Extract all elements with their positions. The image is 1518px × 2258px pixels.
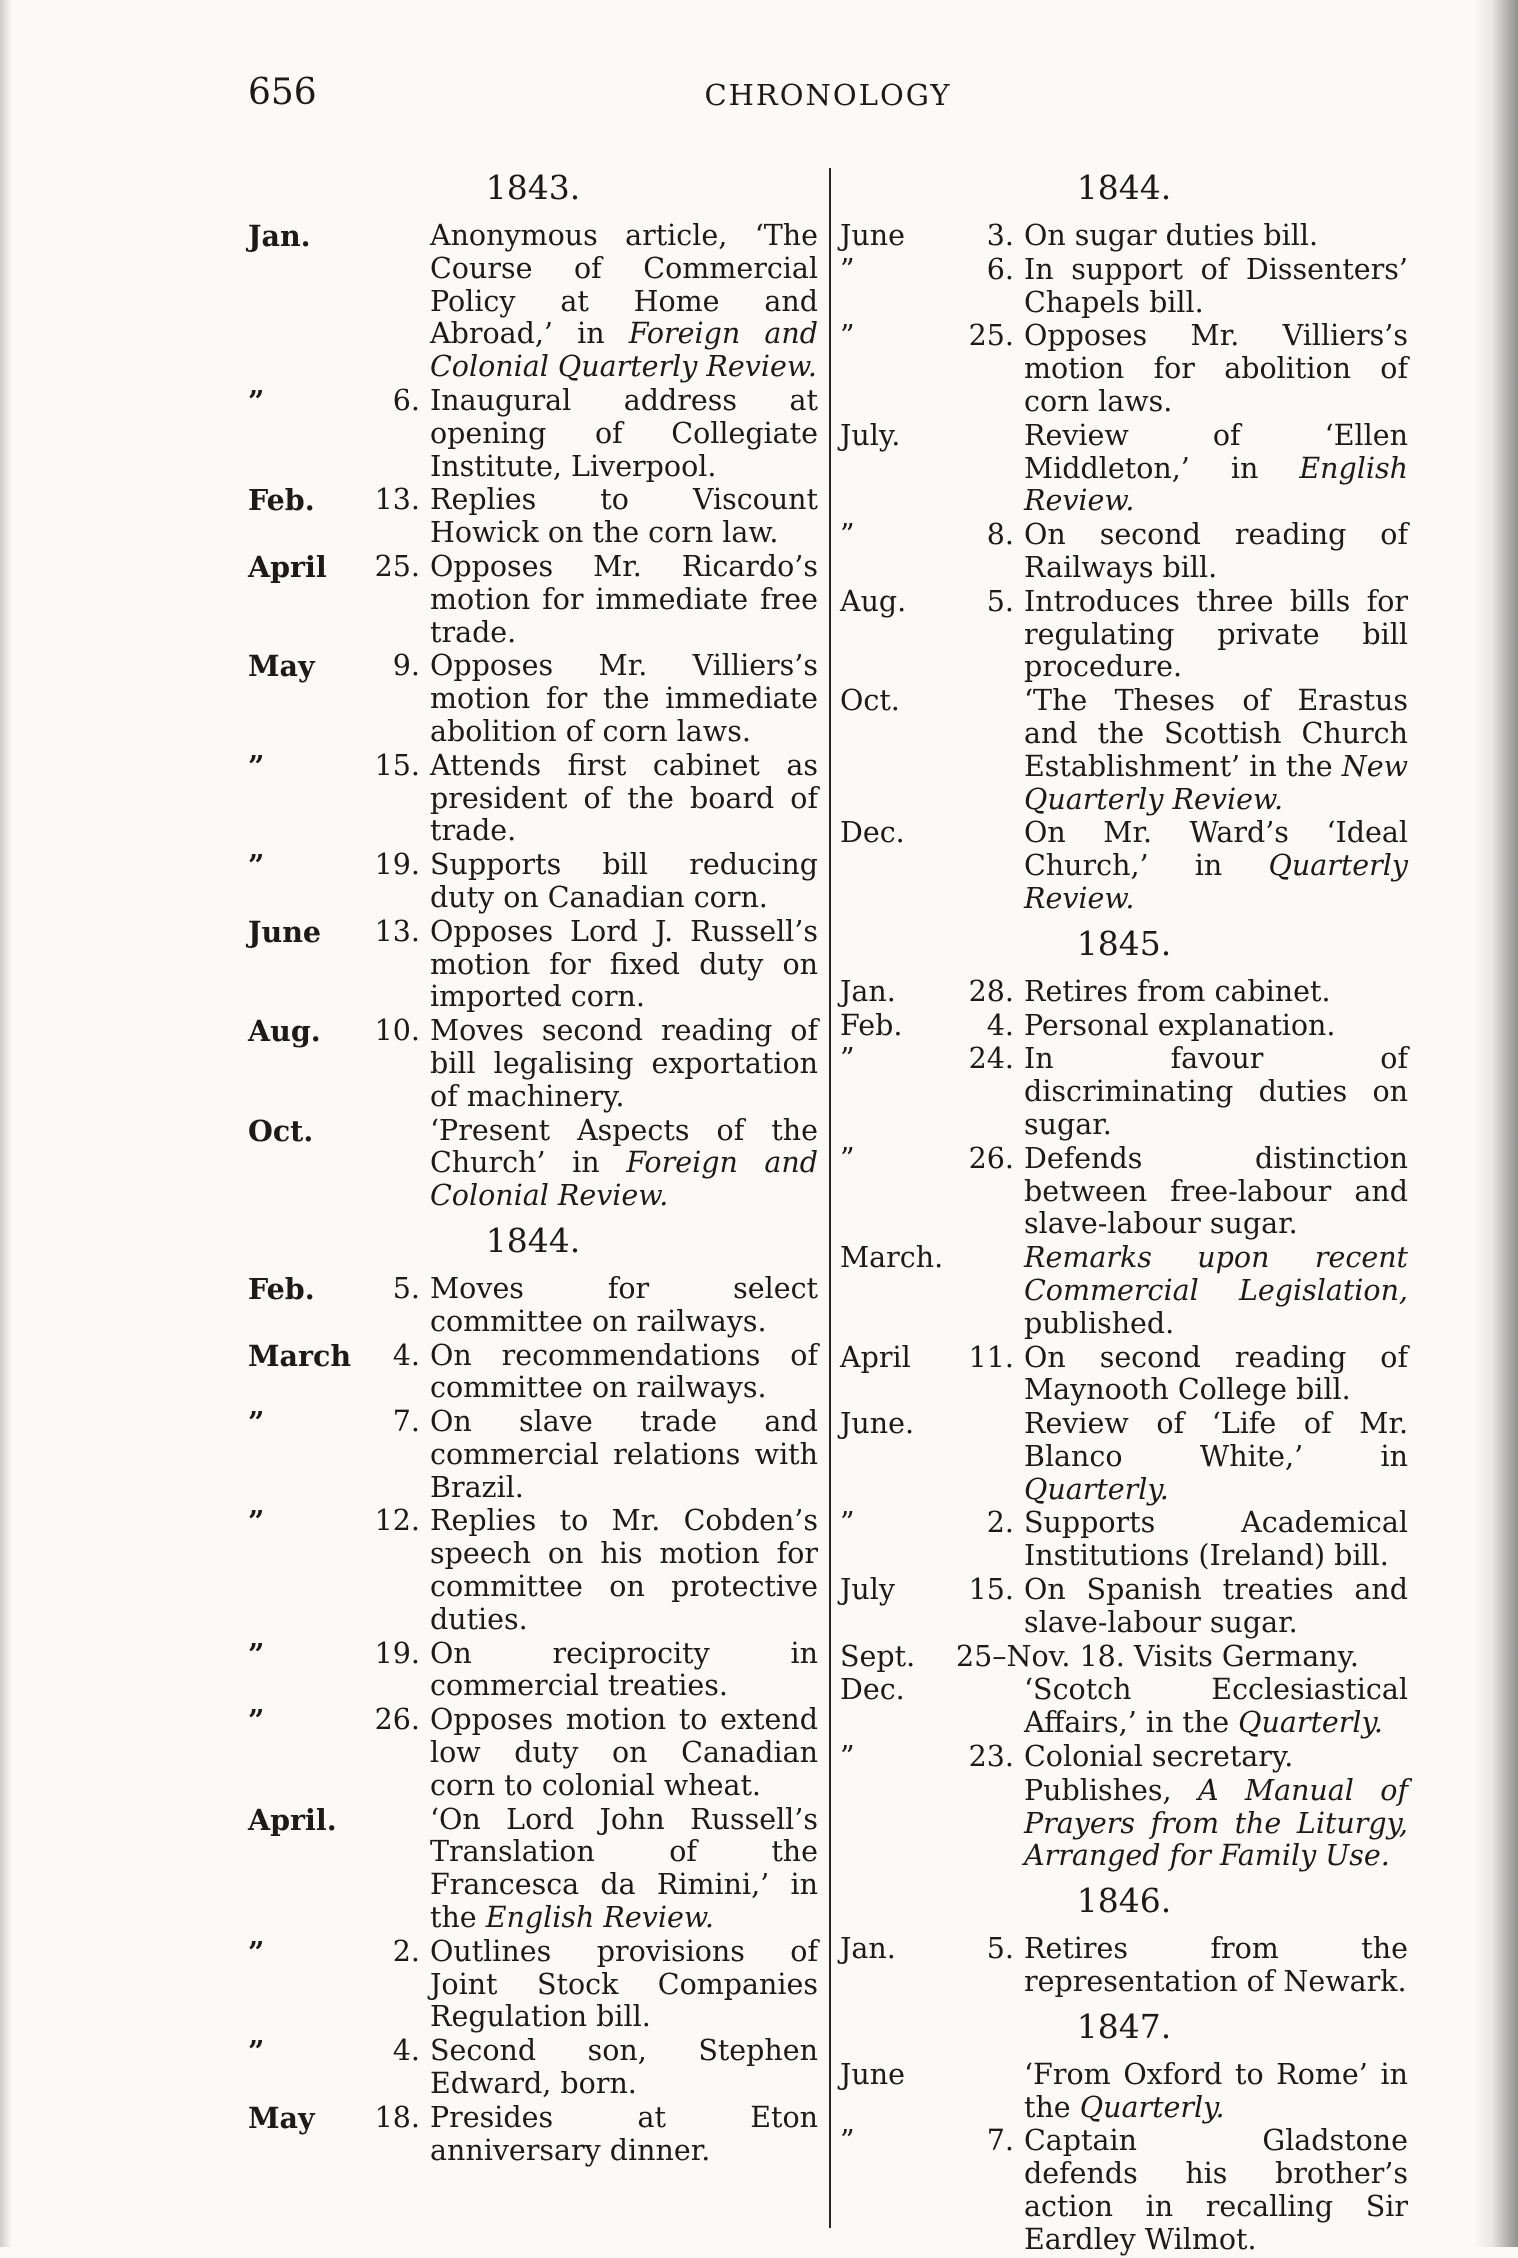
- entry-text: [1024, 220, 1408, 253]
- entry-text: [430, 1340, 818, 1406]
- chronology-entry: [248, 1340, 818, 1406]
- chronology-entry: [840, 420, 1408, 518]
- chronology-entry: [248, 1273, 818, 1339]
- entry-text-part: Opposes Mr. Villiers’s motion for the immediate abolition of corn laws.: [430, 649, 818, 748]
- entry-text: [430, 551, 818, 649]
- entry-month: Dec.: [840, 1673, 905, 1707]
- entry-text-part: Outlines provisions of Joint Stock Companies Regulation bill.: [430, 1934, 818, 2034]
- entry-text-part: On recommendations of committee on railways.: [430, 1338, 818, 1405]
- entry-text: [1024, 1242, 1408, 1340]
- entry-text: [430, 220, 818, 384]
- entry-text-part: ‘Scotch Ecclesiastical Affairs,’ in the: [1024, 1673, 1408, 1740]
- entry-month: ”: [840, 319, 855, 353]
- entry-day: 18.: [374, 2100, 420, 2134]
- entry-day: 19.: [374, 1636, 420, 1670]
- italic-title: New Quarterly Review.: [1024, 749, 1408, 816]
- entry-text: [430, 1804, 818, 1935]
- page-binding-shadow: [1474, 0, 1518, 2247]
- italic-title: Remarks upon recent Commercial Legislation,: [1024, 1241, 1408, 1307]
- entry-text-part: Moves second reading of bill legalising exportation of machinery.: [430, 1014, 818, 1113]
- entry-text-part: Inaugural address at opening of Collegiate Institute, Liverpool.: [430, 383, 818, 483]
- entry-day: 25.: [374, 549, 420, 583]
- entry-text: [1024, 1408, 1408, 1506]
- chronology-entry: [248, 1115, 818, 1213]
- chronology-entry: [840, 220, 1408, 253]
- entry-text-part: Supports Academical Institutions (Ireland) bill.: [1024, 1506, 1408, 1573]
- italic-title: Quarterly Review.: [1024, 849, 1408, 915]
- entry-day: 5.: [986, 584, 1014, 618]
- entry-day: 13.: [374, 483, 420, 517]
- entry-text-part: Opposes Mr. Ricardo’s motion for immediate free trade.: [430, 549, 818, 649]
- chronology-entry: [248, 750, 818, 848]
- chronology-entry: [248, 1704, 818, 1802]
- chronology-entry: [840, 2059, 1408, 2125]
- italic-title: English Review.: [1024, 451, 1408, 518]
- entry-text-part: On Spanish treaties and slave-labour sugar.: [1024, 1573, 1408, 1639]
- entry-day: 15.: [374, 748, 420, 782]
- entry-text: [1024, 254, 1408, 320]
- entry-text: [1024, 1933, 1408, 1999]
- entry-text: [430, 1505, 818, 1636]
- chronology-entry: [840, 685, 1408, 816]
- entry-text-part: Review of ‘Life of Mr. Blanco White,’ in: [1024, 1407, 1408, 1473]
- entry-text-part: Attends first cabinet as president of the board of trade.: [430, 748, 818, 848]
- year-heading: 1846.: [1076, 1881, 1172, 1921]
- entry-month: Oct.: [248, 1113, 314, 1148]
- entry-text-part: On sugar duties bill.: [1024, 219, 1319, 252]
- entry-text-part: In support of Dissenters’ Chapels bill.: [1024, 252, 1408, 319]
- entry-month: Jan.: [840, 974, 896, 1008]
- entry-month: ”: [840, 2124, 855, 2158]
- entry-month: May: [248, 2100, 315, 2135]
- entry-text: [430, 385, 818, 483]
- year-heading: 1844.: [1076, 168, 1172, 207]
- chronology-entry: [840, 1674, 1408, 1740]
- entry-day: [956, 1775, 1014, 1873]
- entry-text-part: Moves for select committee on railways.: [430, 1271, 818, 1338]
- entry-text: [1024, 320, 1408, 418]
- entry-text: [1024, 1043, 1408, 1141]
- entry-day: [362, 1804, 420, 1935]
- chronology-entry: [248, 1804, 818, 1935]
- entry-text-part: ‘The Theses of Erastus and the Scottish Church Establishment’ in the: [1024, 684, 1408, 783]
- entry-text: [1024, 420, 1408, 518]
- entry-month: ”: [840, 252, 855, 286]
- entry-month: ”: [840, 1506, 855, 1540]
- chronology-entry: [840, 1010, 1408, 1043]
- entry-month: ”: [248, 1703, 265, 1738]
- entry-month: ”: [840, 1042, 855, 1076]
- entry-text-part: On reciprocity in commercial treaties.: [430, 1636, 818, 1703]
- entry-day: [362, 220, 420, 384]
- year-heading: 1847.: [1076, 2006, 1172, 2046]
- italic-title: Foreign and Colonial Quarterly Review.: [430, 317, 818, 384]
- entry-day: 12.: [374, 1504, 420, 1538]
- entry-text-part: Personal explanation.: [1024, 1008, 1336, 1042]
- entry-text-part: Second son, Stephen Edward, born.: [430, 2034, 818, 2101]
- chronology-entry: [840, 1775, 1408, 1873]
- entry-month: April.: [248, 1802, 337, 1837]
- entry-month: ”: [840, 1740, 855, 1774]
- chronology-entry: [248, 1638, 818, 1704]
- chronology-entry: [840, 817, 1408, 915]
- chronology-entry: [248, 220, 818, 384]
- entry-day: 5.: [986, 1932, 1014, 1966]
- entry-text: [430, 1406, 818, 1504]
- entry-month: ”: [248, 1405, 265, 1440]
- entry-text: [1024, 1342, 1408, 1408]
- entry-month: March.: [840, 1241, 944, 1275]
- entry-text: [430, 2102, 818, 2168]
- entry-day: [956, 1674, 1014, 1740]
- entry-month: Feb.: [248, 1271, 315, 1306]
- chronology-entry: [840, 254, 1408, 320]
- entry-day: 10.: [374, 1014, 420, 1048]
- entry-day: [956, 2059, 1014, 2125]
- entry-text-part: Opposes motion to extend low duty on Canadian corn to colonial wheat.: [430, 1703, 818, 1802]
- italic-title: Quarterly.: [1238, 1706, 1383, 1740]
- entry-month: [840, 1775, 946, 1873]
- chronology-entry: [840, 1741, 1408, 1774]
- entry-day: 2.: [392, 1934, 420, 1968]
- entry-day: 4.: [392, 1338, 420, 1372]
- entry-text-part: Replies to Viscount Howick on the corn law.: [430, 483, 818, 550]
- entry-day: 28.: [968, 974, 1014, 1008]
- year-heading: 1844.: [485, 1220, 581, 1260]
- chronology-entry: [248, 2102, 818, 2168]
- entry-month: ”: [248, 1934, 265, 1969]
- entry-day: 7.: [392, 1405, 420, 1439]
- entry-month: ”: [840, 1141, 855, 1175]
- entry-month: March: [248, 1338, 352, 1373]
- entry-text: [1024, 1674, 1408, 1740]
- column-divider: [829, 168, 831, 2228]
- entry-text-part: Opposes Mr. Villiers’s motion for abolition of corn laws.: [1024, 319, 1408, 418]
- chronology-entry: [840, 1143, 1408, 1241]
- running-header: [248, 72, 1408, 122]
- entry-month: ”: [248, 848, 265, 883]
- chronology-entry: [840, 586, 1408, 684]
- entry-day: 9.: [392, 649, 420, 683]
- entry-text-part: Publishes,: [1024, 1773, 1198, 1807]
- chronology-entry: [248, 385, 818, 483]
- entry-day: 13.: [374, 914, 420, 948]
- chronology-entry: [840, 320, 1408, 418]
- entry-month: ”: [840, 518, 855, 552]
- page-number: 656: [248, 72, 317, 113]
- entry-text: [430, 2035, 818, 2101]
- year-heading: 1845.: [1076, 923, 1172, 963]
- entry-day: 7.: [986, 2124, 1014, 2158]
- entry-day: [956, 1242, 1014, 1340]
- entry-text-part: Introduces three bills for regulating private bill procedure.: [1024, 584, 1408, 684]
- chronology-entry: [840, 1933, 1408, 1999]
- entry-month: June: [840, 2057, 906, 2091]
- chronology-entry: [840, 1342, 1408, 1408]
- entry-month: Dec.: [840, 816, 905, 850]
- entry-month: June: [840, 219, 906, 252]
- entry-text: [430, 750, 818, 848]
- left-column: [248, 160, 818, 2168]
- entry-text-part: Anonymous article, ‘The Course of Commercial Policy at Home and Abroad,’ in: [430, 219, 818, 351]
- entry-day: 24.: [968, 1042, 1014, 1076]
- entry-text: [430, 1936, 818, 2034]
- entry-month: June: [248, 914, 322, 949]
- entry-text-part: Review of ‘Ellen Middleton,’ in: [1024, 418, 1408, 485]
- entry-text-part: Presides at Eton anniversary dinner.: [430, 2100, 818, 2167]
- entry-text-part: Opposes Lord J. Russell’s motion for fixed duty on imported corn.: [430, 914, 818, 1014]
- entry-text-part: ‘Present Aspects of the Church’ in: [430, 1113, 818, 1180]
- entry-text-part: Retires from cabinet.: [1024, 974, 1331, 1008]
- entry-text-part: 25–Nov. 18. Visits Germany.: [956, 1639, 1359, 1673]
- entry-day: 6.: [986, 252, 1014, 286]
- entry-text-part: Replies to Mr. Cobden’s speech on his motion for committee on protective duties.: [430, 1504, 818, 1636]
- entry-day: [956, 1408, 1014, 1506]
- chronology-entry: [840, 976, 1408, 1009]
- entry-text-part: On Mr. Ward’s ‘Ideal Church,’ in: [1024, 816, 1408, 883]
- chronology-entry: [840, 1574, 1408, 1640]
- entry-text: [430, 1638, 818, 1704]
- entry-month: Jan.: [248, 219, 311, 253]
- entry-text: [430, 1273, 818, 1339]
- entry-month: ”: [248, 1636, 265, 1671]
- entry-day: 19.: [374, 848, 420, 882]
- entry-month: April: [248, 549, 327, 584]
- entry-text: [1024, 685, 1408, 816]
- chronology-entry: [840, 1043, 1408, 1141]
- entry-day: [956, 685, 1014, 816]
- chronology-entry: [840, 1507, 1408, 1573]
- entry-month: Sept.: [840, 1639, 916, 1673]
- chronology-entry: [840, 1641, 1408, 1674]
- right-column: [840, 160, 1408, 2258]
- entry-month: Oct.: [840, 684, 900, 718]
- entry-text-part: Colonial secretary.: [1024, 1740, 1294, 1774]
- entry-text-part: Captain Gladstone defends his brother’s action in recalling Sir Eardley Wilmot.: [1024, 2124, 1408, 2256]
- entry-day: [362, 1115, 420, 1213]
- entry-day: 23.: [968, 1740, 1014, 1774]
- entry-month: ”: [248, 383, 265, 418]
- entry-day: 26.: [374, 1703, 420, 1737]
- chronology-entry: [248, 1505, 818, 1636]
- entry-text: [430, 650, 818, 748]
- entry-month: June.: [840, 1407, 915, 1441]
- entry-text: [1024, 817, 1408, 915]
- entry-text: [1024, 1775, 1408, 1873]
- entry-day: [956, 420, 1014, 518]
- entry-day: 6.: [392, 383, 420, 417]
- year-heading: 1843.: [485, 168, 581, 207]
- entry-text: [430, 484, 818, 550]
- italic-title: Quarterly.: [1024, 1472, 1169, 1506]
- entry-text-part: On second reading of Railways bill.: [1024, 518, 1408, 584]
- entry-text-part: ‘From Oxford to Rome’ in the: [1024, 2057, 1408, 2124]
- entry-month: Jan.: [840, 1932, 896, 1966]
- entry-month: Feb.: [248, 483, 315, 518]
- entry-day: 26.: [968, 1141, 1014, 1175]
- entry-text: [1024, 586, 1408, 684]
- entry-month: July.: [840, 418, 901, 452]
- entry-text: [430, 1115, 818, 1213]
- entry-text: [1024, 976, 1408, 1009]
- entry-text: [430, 849, 818, 915]
- chronology-entry: [248, 650, 818, 748]
- entry-day: 4.: [392, 2034, 420, 2068]
- entry-text: [430, 1015, 818, 1113]
- entry-month: Aug.: [840, 584, 907, 618]
- entry-day: [956, 817, 1014, 915]
- entry-day: 4.: [986, 1008, 1014, 1042]
- entry-text: [1024, 1741, 1408, 1774]
- entry-month: May: [248, 649, 315, 684]
- italic-title: Quarterly.: [1079, 2090, 1225, 2124]
- entry-text: [430, 916, 818, 1014]
- entry-text: [1024, 2125, 1408, 2256]
- entry-text-part: published.: [1024, 1306, 1175, 1340]
- entry-month: Aug.: [248, 1014, 321, 1049]
- chronology-entry: [248, 1015, 818, 1113]
- entry-text: [956, 1641, 1408, 1674]
- chronology-entry: [248, 1406, 818, 1504]
- entry-text-part: Defends distinction between free-labour and slave-labour sugar.: [1024, 1141, 1408, 1241]
- chronology-entry: [840, 519, 1408, 585]
- chronology-entry: [248, 551, 818, 649]
- entry-text: [1024, 2059, 1408, 2125]
- chronology-entry: [840, 1242, 1408, 1340]
- entry-text: [1024, 1507, 1408, 1573]
- chronology-entry: [248, 2035, 818, 2101]
- entry-text-part: On second reading of Maynooth College bill.: [1024, 1340, 1408, 1407]
- entry-month: ”: [248, 1504, 265, 1539]
- entry-text: [1024, 1143, 1408, 1241]
- chronology-entry: [840, 1408, 1408, 1506]
- entry-day: 11.: [968, 1340, 1014, 1374]
- entry-text-part: Retires from the representation of Newark.: [1024, 1932, 1408, 1999]
- entry-day: 5.: [392, 1271, 420, 1305]
- chronology-entry: [840, 2125, 1408, 2256]
- entry-month: April: [840, 1340, 911, 1374]
- entry-day: 2.: [986, 1506, 1014, 1540]
- entry-day: 3.: [986, 219, 1014, 252]
- entry-month: ”: [248, 2034, 265, 2069]
- entry-text: [1024, 519, 1408, 585]
- entry-day: 25.: [968, 319, 1014, 353]
- page-title: CHRONOLOGY: [704, 78, 952, 112]
- italic-title: A Manual of Prayers from the Liturgy, Arranged for Family Use.: [1024, 1773, 1408, 1873]
- chronology-entry: [248, 1936, 818, 2034]
- chronology-entry: [248, 484, 818, 550]
- entry-month: July: [840, 1573, 895, 1607]
- entry-text-part: In favour of discriminating duties on sugar.: [1024, 1042, 1408, 1141]
- entry-text: [430, 1704, 818, 1802]
- entry-text: [1024, 1574, 1408, 1640]
- entry-text-part: ‘On Lord John Russell’s Translation of the Francesca da Rimini,’ in the: [430, 1802, 818, 1935]
- entry-text-part: Supports bill reducing duty on Canadian corn.: [430, 848, 818, 914]
- page-left-shadow: [0, 0, 12, 2247]
- entry-text: [1024, 1010, 1408, 1043]
- italic-title: English Review.: [485, 1901, 714, 1935]
- entry-text-part: On slave trade and commercial relations with Brazil.: [430, 1405, 818, 1504]
- chronology-entry: [248, 849, 818, 915]
- chronology-entry: [248, 916, 818, 1014]
- italic-title: Foreign and Colonial Review.: [430, 1146, 818, 1213]
- entry-day: 15.: [968, 1573, 1014, 1607]
- entry-day: 8.: [986, 518, 1014, 552]
- entry-month: Feb.: [840, 1008, 903, 1042]
- entry-month: ”: [248, 748, 265, 783]
